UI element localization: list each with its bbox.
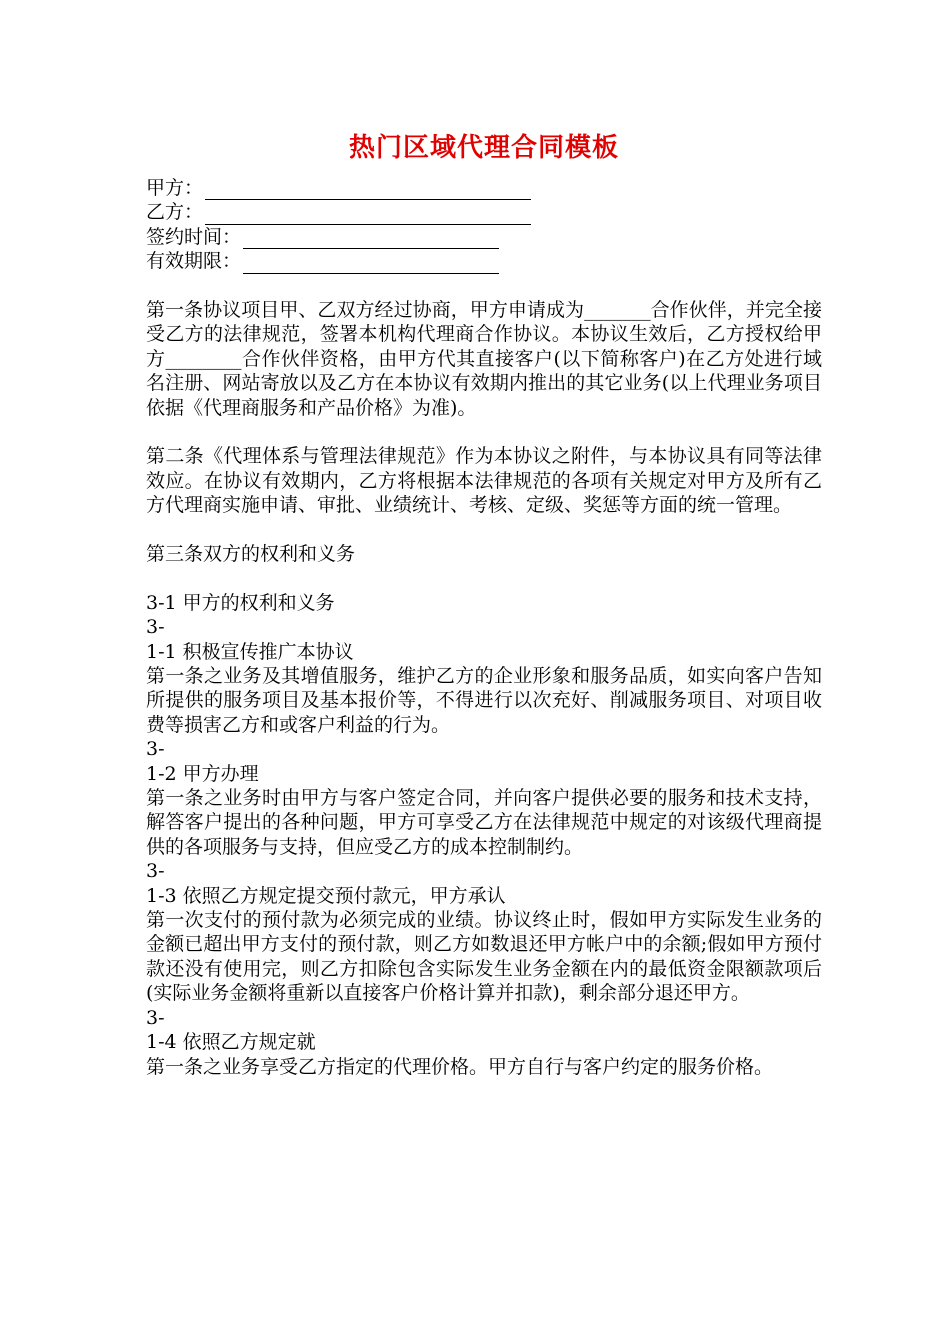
article-3: 第三条双方的权利和义务 xyxy=(146,542,356,565)
party-b-label: 乙方： xyxy=(146,201,204,224)
section-3-1-3-heading: 1-3 依照乙方规定提交预付款元，甲方承认 xyxy=(146,884,506,907)
spacer xyxy=(146,420,822,444)
sign-date-label: 签约时间： xyxy=(146,225,242,248)
section-3-1-2-prefix: 3- xyxy=(146,738,165,761)
article-1: 第一条协议项目甲、乙双方经过协商，甲方申请成为_______合作伙伴，并完全接受乙方的法律规范，签署本机构代理商合作协议。本协议生效后，乙方授权给甲方________合作伙伴资格，由甲方代其直接客户(以下简称客户)在乙方处进行域名注册、网站寄放以及乙方在本协议有效期内推出的其它业务(以上代理业务项目依据《代理商服务和产品价格》为准)。 xyxy=(146,298,822,419)
sign-date-field xyxy=(146,225,822,249)
section-3-1-1-prefix: 3- xyxy=(146,616,165,639)
section-3-1-3-body: 第一次支付的预付款为必须完成的业绩。协议终止时，假如甲方实际发生业务的金额已超出甲方支付的预付款，则乙方如数退还甲方帐户中的余额;假如甲方预付款还没有使用完，则乙方扣除包含实际发生业务金额在内的最低资金限额款项后(实际业务金额将重新以直接客户价格计算并扣款)，剩余部分退还甲方。 xyxy=(146,909,822,1005)
section-3-1-1-body: 第一条之业务及其增值服务，维护乙方的企业形象和服务品质，如实向客户告知所提供的服务项目及基本报价等，不得进行以次充好、削减服务项目、对项目收费等损害乙方和或客户利益的行为。 xyxy=(146,665,822,736)
section-3-1-4-body: 第一条之业务享受乙方指定的代理价格。甲方自行与客户约定的服务价格。 xyxy=(146,1055,774,1078)
party-a-blank xyxy=(205,181,531,200)
contract-document xyxy=(146,128,822,1079)
validity-field xyxy=(146,249,822,273)
section-3-1-2-body: 第一条之业务时由甲方与客户签定合同，并向客户提供必要的服务和技术支持，解答客户提出的各种问题，甲方可享受乙方在法律规范中规定的对该级代理商提供的各项服务与支持，但应受乙方的成本控制制约。 xyxy=(146,787,822,858)
document-title: 热门区域代理合同模板 xyxy=(348,133,619,163)
article-2: 第二条《代理体系与管理法律规范》作为本协议之附件，与本协议具有同等法律效应。在协议有效期内，乙方将根据本法律规范的各项有关规定对甲方及所有乙方代理商实施申请、审批、业绩统计、考核、定级、奖惩等方面的统一管理。 xyxy=(146,445,822,517)
validity-label: 有效期限： xyxy=(146,250,242,273)
section-3-1-heading: 3-1 甲方的权利和义务 xyxy=(146,591,335,614)
section-3-1-4-prefix: 3- xyxy=(146,1006,165,1029)
party-a-label: 甲方： xyxy=(146,176,204,199)
spacer xyxy=(146,566,822,590)
party-a-field xyxy=(146,176,822,200)
party-b-field xyxy=(146,200,822,224)
section-3-1-3-prefix: 3- xyxy=(146,860,165,883)
sign-date-blank xyxy=(243,230,499,249)
party-b-blank xyxy=(205,206,531,225)
spacer xyxy=(146,518,822,542)
spacer xyxy=(146,274,822,298)
section-3-1-1-heading: 1-1 积极宣传推广本协议 xyxy=(146,640,354,663)
validity-blank xyxy=(243,255,499,274)
section-3-1-4-heading: 1-4 依照乙方规定就 xyxy=(146,1031,316,1054)
section-3-1-2-heading: 1-2 甲方办理 xyxy=(146,762,259,785)
